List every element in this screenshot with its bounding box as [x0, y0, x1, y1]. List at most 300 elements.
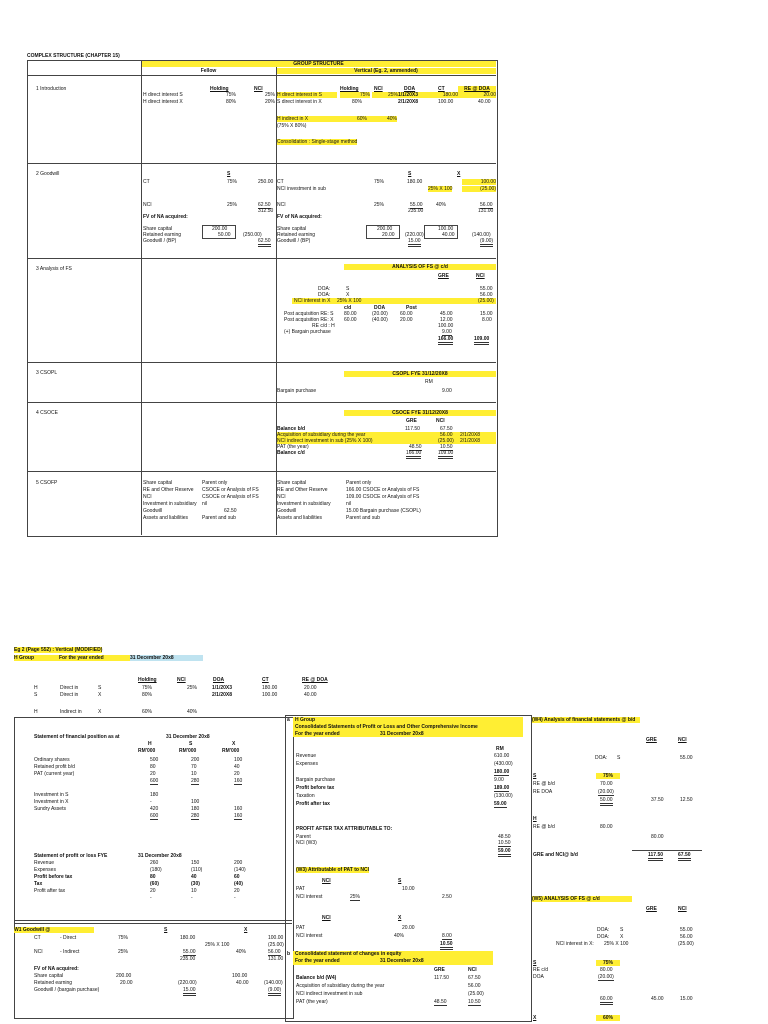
cs-nci: NCI (W3)	[296, 840, 317, 846]
cs-row-value: (130.00)	[494, 793, 513, 799]
cs-parent-v: 48.50	[498, 834, 511, 840]
structure-ct: 100.00	[262, 692, 278, 698]
w1-sc-s: 200.00	[116, 973, 132, 979]
w1-re-s: 20.00	[120, 980, 133, 986]
doa-label: DOA:	[318, 286, 331, 292]
re-val: 50.00	[218, 232, 231, 238]
pa-val: 45.00	[440, 311, 453, 317]
v-value: 40.00	[478, 99, 491, 105]
w5-doa-x-v: 56.00	[680, 934, 693, 940]
pa-val: 80.00	[344, 311, 357, 317]
pat-n: 10.50	[440, 444, 453, 450]
v-re-s: 20.00	[382, 232, 395, 238]
sofp-unit: RM'000	[138, 748, 156, 754]
v-re-label: Retained earning	[277, 232, 316, 238]
csofp-left-source: CSOCE or Analysis of FS	[202, 494, 259, 500]
sofp-cell: 40	[234, 764, 240, 770]
bp-val: 9.00	[442, 329, 452, 335]
structure-re: 40.00	[304, 692, 317, 698]
cs-row-label: Expenses	[296, 761, 318, 767]
bp: Bargain purchase	[277, 388, 317, 394]
v-re-x: 40.00	[442, 232, 455, 238]
csofp-right-source: Parent only	[346, 480, 372, 486]
sofp-cell: -	[150, 799, 152, 805]
sofp-col: S	[189, 741, 193, 747]
sofp-title: Statement of financial position as at	[34, 734, 120, 740]
sofp-cell: 100	[234, 757, 243, 763]
pa-val: 8.00	[482, 317, 492, 323]
doa-header: DOA	[213, 677, 225, 683]
w3-nci-int-v: 2.50	[442, 894, 452, 900]
w5-nci-ix: NCI interest in X:	[556, 941, 594, 947]
csofp-left-label: Share capital	[143, 480, 173, 486]
sopl-title: Statement of profit or loss FYE	[34, 853, 108, 859]
sopl-cell: 60	[234, 874, 240, 880]
acq: Acquisition of subsidiary during the year	[277, 432, 366, 438]
w4-s: S	[617, 755, 621, 761]
sopl-row-label: Tax	[34, 881, 43, 887]
re-total: (250.00)	[243, 232, 262, 238]
fv-label: FV of NA acquired:	[143, 214, 188, 220]
vertical-header: Vertical (Eg. 2, ammended)	[276, 68, 496, 74]
row-goodwill-label: 2 Goodwill	[36, 171, 60, 177]
w5-sum: 60.00	[600, 996, 613, 1005]
v-value: 25%	[372, 92, 398, 98]
sofp-col: H	[148, 741, 152, 747]
sofp-cell: 160	[234, 778, 243, 784]
v-value: 75%	[340, 92, 370, 98]
w1-gw: Goodwill / (bargain purchase)	[34, 987, 100, 993]
csofp-left-label: Assets and liabilities	[143, 515, 189, 521]
fellow-value: 20%	[265, 99, 276, 105]
v-re-st: (220.00)	[405, 232, 424, 238]
sopl-cell: 40	[191, 874, 197, 880]
structure-holding: 80%	[142, 692, 153, 698]
group-structure-header: GROUP STRUCTURE	[141, 61, 496, 67]
sopl-date: 31 December 20x8	[138, 853, 182, 859]
w4-gre: GRE	[646, 737, 657, 743]
w3-pat2-v: 20.00	[402, 925, 415, 931]
sofp-row-label: Retained profit b/d	[34, 764, 75, 770]
v-s-header: S	[408, 171, 412, 177]
structure-nci: 25%	[187, 685, 198, 691]
v-structure-line: H indirect in X	[277, 116, 337, 122]
sopl-cell: -	[191, 895, 193, 901]
w1-nci-pct: 25%	[118, 949, 129, 955]
w4-re-h2-v: 80.00	[651, 834, 664, 840]
w3-pat2: PAT	[296, 925, 305, 931]
cs-row-value: 59.00	[494, 801, 507, 807]
w4-re-bd-v: 70.00	[600, 781, 613, 787]
v-value: 180.00	[424, 92, 458, 98]
sofp-cell: 70	[191, 764, 197, 770]
pa-val: 60.00	[400, 311, 413, 317]
soce-row-label: Balance b/d (W4)	[296, 975, 337, 981]
w5-doa-s-v: 55.00	[680, 927, 693, 933]
cs-row-value: 610.00	[494, 753, 510, 759]
nci: NCI	[436, 418, 445, 424]
v-fv-label: FV of NA acquired:	[277, 214, 322, 220]
w4-tot-g: 117.50	[648, 852, 663, 861]
bbd: Balance b/d	[277, 426, 306, 432]
fellow-value: 80%	[226, 99, 237, 105]
sofp-cell: 600	[150, 778, 159, 784]
cs-hgroup: H Group	[295, 717, 315, 723]
v-value: 2/1/20X8	[398, 99, 419, 105]
w1-sc-x: 100.00	[232, 973, 248, 979]
w1-sc: Share capital	[34, 973, 64, 979]
bbd-n: 67.50	[440, 426, 453, 432]
nci-val: 62.50	[258, 202, 271, 208]
sofp-cell: 180	[191, 806, 200, 812]
sofp-cell: 200	[191, 757, 200, 763]
structure-holding: 60%	[142, 709, 153, 715]
v-ct-s: 180.00	[407, 179, 423, 185]
w1-sub-x: 131.00	[268, 956, 284, 962]
v-method: Consolidation : Single-stage method	[277, 139, 358, 145]
csopl-title: CSOPL FYE 31/12/20X8	[344, 371, 496, 377]
row-csofp-label: 5 CSOFP	[36, 480, 58, 486]
sofp-row-label: Investment in X	[34, 799, 69, 805]
w1-ct-type: - Direct	[60, 935, 77, 941]
csofp-right-label: Goodwill	[277, 508, 297, 514]
nci-header: NCI	[254, 86, 263, 92]
sopl-row-label: Profit after tax	[34, 888, 66, 894]
w4-sum: 50.00	[600, 797, 613, 806]
w5-s: S	[533, 960, 537, 966]
cd-header: c/d	[344, 305, 352, 311]
w5-doa-v: (20.00)	[598, 974, 614, 980]
w5-doa-x-l: X	[620, 934, 624, 940]
sofp-cell: 160	[234, 813, 243, 819]
v-value: 1/1/20X3	[398, 92, 424, 98]
csofp-left-label: RE and Other Reserve	[143, 487, 194, 493]
sopl-cell: 20	[150, 888, 156, 894]
w4-tot: GRE and NCI@ b/d	[533, 852, 578, 858]
csofp-right-source: Parent and sub	[346, 515, 380, 521]
w3-s: S	[398, 878, 402, 884]
sofp-row-label: Investment in S	[34, 792, 69, 798]
cs-row-value: (430.00)	[494, 761, 513, 767]
csofp-left-label: Goodwill	[143, 508, 163, 514]
row-introduction-label: 1 Introduction	[36, 86, 67, 92]
ct-header: CT	[262, 677, 269, 683]
acq-d: 2/1/20X8	[460, 432, 481, 438]
v-gw-x: (9.00)	[480, 238, 493, 247]
cs-a: a	[287, 717, 290, 723]
nci-header: NCI	[177, 677, 186, 683]
row-analysis-label: 3 Analysis of FS	[36, 266, 72, 272]
sofp-row-label: PAT (current year)	[34, 771, 75, 777]
soce-gre-value: 117.50	[434, 975, 449, 981]
re-h: RE c/d : H	[312, 323, 335, 329]
soce-gre: GRE	[434, 967, 445, 973]
soce-title: Consolidated statement of changes in equity	[295, 951, 402, 957]
soce-row-label: NCI indirect investment in sub	[296, 991, 363, 997]
sopl-cell: (30)	[191, 881, 200, 887]
v-sub-s: 235.00	[408, 208, 424, 214]
ct-val: 250.00	[258, 179, 274, 185]
ct-label: CT	[143, 179, 150, 185]
w5-doa-s: DOA:	[597, 927, 610, 933]
soce-nci: NCI	[468, 967, 477, 973]
w3-tot: 10.50	[440, 941, 453, 950]
v-gw-label: Goodwill / (BP)	[277, 238, 311, 244]
w4-nci: NCI	[678, 737, 687, 743]
csofp-left-source: Parent and sub	[202, 515, 236, 521]
v-calc-x: (25.00)	[462, 186, 496, 192]
w1-ct: CT	[34, 935, 41, 941]
soce-nci-value: 56.00	[468, 983, 481, 989]
w5-nci-ix-c: 25% X 100	[604, 941, 629, 947]
nci-ind: NCI indirect investment in sub (25% X 100)	[277, 438, 373, 444]
gre-header: GRE	[438, 273, 449, 279]
pa-s: Post acquisition RE: S	[284, 311, 334, 317]
sofp-col: X	[232, 741, 236, 747]
v-sub-x: 131.00	[478, 208, 494, 214]
cs-fye: For the year ended	[295, 731, 340, 737]
bcd: Balance c/d	[277, 450, 305, 456]
v-ct-x: 100.00	[462, 179, 496, 185]
re-label: Retained earning	[143, 232, 182, 238]
cs-row-label: Profit before tax	[296, 785, 335, 791]
v-sc-s: 200.00	[377, 226, 393, 232]
sofp-date: 31 December 20x8	[166, 734, 210, 740]
fellow-value: 25%	[265, 92, 276, 98]
w1-ct-s: 180.00	[180, 935, 196, 941]
total-gre: 166.00	[438, 336, 453, 345]
v-gw-s: 15.00	[408, 238, 421, 247]
bp-val: 9.00	[442, 388, 452, 394]
doa-val: 56.00	[480, 292, 493, 298]
sofp-unit: RM'000	[179, 748, 197, 754]
w1-nci-xp: 40%	[236, 949, 247, 955]
w5-re-cd: RE c/d	[533, 967, 549, 973]
structure-doa: 1/1/20X3	[212, 685, 233, 691]
w5-sum-n: 15.00	[680, 996, 693, 1002]
gw-label: Goodwill / (BP)	[143, 238, 177, 244]
w5-gre: GRE	[646, 906, 657, 912]
w4-re-bd: RE @ b/d	[533, 781, 555, 787]
v-nci-pct: 25%	[374, 202, 385, 208]
w5-title: (W5) ANALYSIS OF FS @ c/d	[532, 896, 632, 902]
w5-doa: DOA	[533, 974, 544, 980]
w3-nci-int-p: 25%	[350, 894, 361, 900]
pa-val: 60.00	[344, 317, 357, 323]
date-label: 31 December 20x8	[130, 655, 203, 661]
v-sc-x: 100.00	[438, 226, 454, 232]
w1-re: Retained earning	[34, 980, 73, 986]
structure-target: X	[98, 692, 102, 698]
cs-parent: Parent	[296, 834, 311, 840]
w5-pct: 75%	[596, 960, 620, 966]
v-value: 40%	[367, 116, 397, 122]
cs-date: 31 December 20x8	[380, 731, 424, 737]
w1-re-xt: (140.00)	[264, 980, 283, 986]
sopl-cell: 10	[191, 888, 197, 894]
v-structure-line: H direct interest in S	[277, 92, 337, 98]
pat-g: 48.50	[409, 444, 422, 450]
sofp-cell: 500	[150, 757, 159, 763]
v-nci-s: 55.00	[410, 202, 423, 208]
structure-relation: Indirect in	[60, 709, 82, 715]
w1-re-st: (220.00)	[178, 980, 197, 986]
sopl-cell: (180)	[150, 867, 162, 873]
w1-s: S	[164, 927, 168, 933]
cs-row-label: Taxation	[296, 793, 315, 799]
v-doa-header: DOA	[404, 86, 416, 92]
v-nci-header: NCI	[374, 86, 383, 92]
cs-title: Consolidated Statements of Profit or Loss and Other Comprehensive Income	[295, 724, 478, 730]
w1-gw-s: 15.00	[183, 987, 196, 996]
gw-val: 62.50	[258, 238, 271, 247]
sopl-cell: (60)	[150, 881, 159, 887]
structure-re: 20.00	[304, 685, 317, 691]
nci-ind-d: 2/1/20X8	[460, 438, 481, 444]
v-re-xt: (140.00)	[472, 232, 491, 238]
sofp-cell: 280	[191, 813, 200, 819]
structure-nci: 40%	[187, 709, 198, 715]
w3-title: (W3) Attributable of PAT to NCI	[296, 867, 369, 873]
v-holding-header: Holding	[340, 86, 359, 92]
w4-sum-n: 12.50	[680, 797, 693, 803]
v-value: 80%	[352, 99, 363, 105]
w5-nci-ix-v: (25.00)	[678, 941, 694, 947]
sofp-cell: 100	[191, 799, 200, 805]
sofp-cell: 160	[234, 806, 243, 812]
acq-n: 56.00	[440, 432, 453, 438]
fye-label: For the year ended	[59, 655, 130, 661]
sopl-cell: 80	[150, 874, 156, 880]
soce-row-label: Acquisition of subsidiary during the year	[296, 983, 385, 989]
w4-sum-g: 37.50	[651, 797, 664, 803]
cs-tot: 59.00	[498, 848, 511, 857]
structure-relation: Direct in	[60, 685, 79, 691]
sopl-cell: 20	[234, 888, 240, 894]
nci-label: NCI	[143, 202, 152, 208]
sofp-row-label: Ordinary shares	[34, 757, 70, 763]
cs-row-value: 9.00	[494, 777, 504, 783]
w1-ct-pct: 75%	[118, 935, 129, 941]
w1-nci-s: 55.00	[183, 949, 196, 955]
sofp-unit: RM'000	[222, 748, 240, 754]
analysis-title: ANALYSIS OF FS @ c/d	[344, 264, 496, 270]
sopl-row-label: Revenue	[34, 860, 55, 866]
w1-x: X	[244, 927, 248, 933]
total-nci: 109.00	[474, 336, 489, 345]
csofp-right-label: Share capital	[277, 480, 307, 486]
cs-nci-v: 10.50	[498, 840, 511, 846]
csofp-right-source: 109.00 CSOCE or Analysis of FS	[346, 494, 420, 500]
sopl-row-label: Expenses	[34, 867, 56, 873]
structure-entity: H	[34, 709, 38, 715]
sofp-row-label: Sundry Assets	[34, 806, 66, 812]
w5-sum-g: 45.00	[651, 996, 664, 1002]
row-csopl-label: 3 CSOPL	[36, 370, 58, 376]
w4-s2: S	[533, 773, 537, 779]
doa-sub: X	[346, 292, 350, 298]
subtotal: 312.50	[258, 208, 274, 214]
cs-attr: PROFIT AFTER TAX ATTRIBUTABLE TO:	[296, 826, 393, 832]
cs-row-label: Bargain purchase	[296, 777, 336, 783]
w1-gw-x: (9.00)	[268, 987, 281, 996]
sopl-cell: (140)	[234, 867, 246, 873]
soce-row-label: PAT (the year)	[296, 999, 328, 1005]
w3-pat-v: 10.00	[402, 886, 415, 892]
sopl-cell: 150	[191, 860, 200, 866]
doa-val: 55.00	[480, 286, 493, 292]
w3-pat: PAT	[296, 886, 305, 892]
sofp-cell: 180	[150, 792, 159, 798]
w4-re-doa-v: (20.00)	[598, 789, 614, 795]
v-sc-label: Share capital	[277, 226, 307, 232]
csofp-right-label: RE and Other Reserve	[277, 487, 328, 493]
csofp-right-source: 15.00 Bargain purchase (CSOPL)	[346, 508, 421, 514]
s-header: S	[227, 171, 231, 177]
csofp-right-label: NCI	[277, 494, 286, 500]
doa-sub: S	[346, 286, 350, 292]
bbd-g: 117.50	[405, 426, 420, 432]
w3-x: X	[398, 915, 402, 921]
w5-nci: NCI	[678, 906, 687, 912]
w4-re-h: RE @ b/d	[533, 824, 555, 830]
v-value: 100.00	[438, 99, 454, 105]
fellow-line: H direct interest S	[143, 92, 183, 98]
csofp-left-source: Parent only	[202, 480, 228, 486]
w1-fv: FV of NA acquired:	[34, 966, 79, 972]
w1-nci-type: - Indirect	[60, 949, 80, 955]
w3-nci2: NCI	[322, 915, 331, 921]
sofp-cell: 600	[150, 813, 159, 819]
w5-doa-s-l: S	[620, 927, 624, 933]
fellow-header: Fellow	[200, 68, 217, 74]
structure-target: S	[98, 685, 102, 691]
rm: RM	[425, 379, 433, 385]
doa-label: DOA:	[318, 292, 331, 298]
h-group-label: H Group	[14, 655, 59, 661]
sopl-cell: 200	[234, 860, 243, 866]
w3-nci-int2-v: 8.00	[442, 933, 452, 939]
fellow-value: 75%	[226, 92, 237, 98]
v-nci-label: NCI	[277, 202, 286, 208]
structure-doa: 2/1/20X8	[212, 692, 233, 698]
cs-rm: RM	[496, 746, 504, 752]
sopl-row-label: Profit before tax	[34, 874, 73, 880]
w1-calc: 25% X 100	[205, 942, 230, 948]
w5-re-cd-v: 80.00	[600, 967, 613, 973]
pa-val: (40.00)	[372, 317, 388, 323]
w1-nci-x: 56.00	[268, 949, 281, 955]
soce-b: b	[287, 951, 291, 957]
w4-doa: DOA:	[595, 755, 608, 761]
soce-date: 31 December 20x8	[380, 958, 424, 964]
top-title: COMPLEX STRUCTURE (CHAPTER 15)	[27, 53, 120, 59]
v-nci-x: 56.00	[480, 202, 493, 208]
w1-nci: NCI	[34, 949, 43, 955]
sofp-cell: 280	[191, 778, 200, 784]
structure-holding: 75%	[142, 685, 153, 691]
w4-re-doa: RE DOA	[533, 789, 553, 795]
structure-relation: Direct in	[60, 692, 79, 698]
nci-ix: NCI interest in X	[294, 298, 331, 304]
csofp-right-label: Investment in subsidiary	[277, 501, 331, 507]
pa-val: 20.00	[400, 317, 413, 323]
structure-target: X	[98, 709, 102, 715]
sopl-cell: -	[234, 895, 236, 901]
w4-tot-n: 67.50	[678, 852, 691, 861]
bp: (+) Bargain purchase	[284, 329, 331, 335]
pa-val: 12.00	[440, 317, 453, 323]
